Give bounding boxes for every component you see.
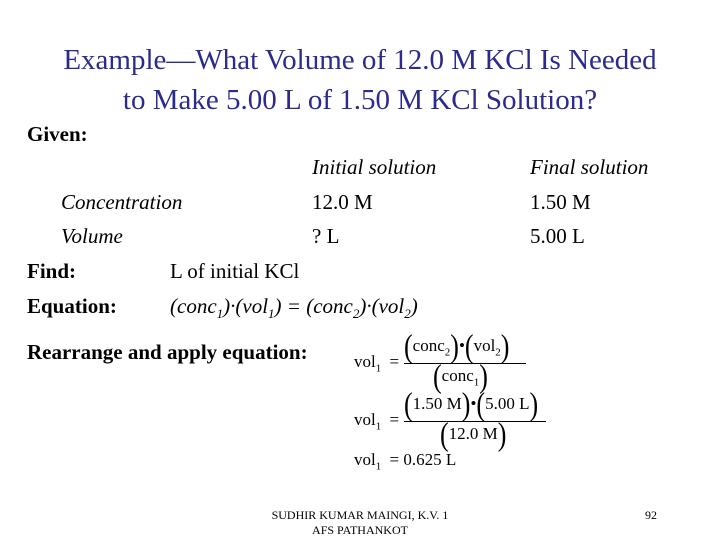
find-value: L of initial KCl [170, 259, 300, 283]
footer-author-line-1: SUDHIR KUMAR MAINGI, K.V. 1 [271, 508, 449, 522]
initial-volume: ? L [312, 224, 340, 248]
step1-lhs: vol$_1$ = [354, 352, 400, 375]
equation-formula: (conc$_1$)·(vol$_1$) = (conc$_2$)·(vol$_2$) [170, 294, 418, 322]
page-number: 92 [645, 508, 657, 522]
step2-lhs: vol$_1$ = [354, 410, 400, 433]
title-line-2: to Make 5.00 L of 1.50 M KCl Solution? [122, 84, 598, 116]
initial-solution-header: Initial solution [312, 155, 437, 179]
rearrange-label: Rearrange and apply equation: [27, 340, 308, 364]
volume-label: Volume [61, 224, 123, 248]
concentration-label: Concentration [61, 190, 183, 214]
equation-label: Equation: [27, 294, 117, 318]
step2-numerator: (1.50 M)•(5.00 L) [404, 386, 539, 423]
find-label: Find: [27, 259, 77, 283]
step1-denominator: (conc$_1$) [433, 358, 488, 395]
final-concentration: 1.50 M [530, 190, 591, 214]
initial-concentration: 12.0 M [312, 190, 373, 214]
step2-denominator: (12.0 M) [440, 416, 507, 453]
final-volume: 5.00 L [530, 224, 585, 248]
title-line-1: Example—What Volume of 12.0 M KCl Is Needed [63, 44, 657, 76]
step3-result: vol$_1$ = 0.625 L [354, 450, 457, 473]
footer-author [230, 508, 490, 538]
step1-numerator: (conc$_2$)•(vol$_2$) [404, 328, 510, 365]
footer-author-line-2: AFS PATHANKOT [312, 523, 408, 537]
slide-title [0, 40, 720, 120]
final-solution-header: Final solution [530, 155, 649, 179]
given-label: Given: [27, 122, 88, 146]
